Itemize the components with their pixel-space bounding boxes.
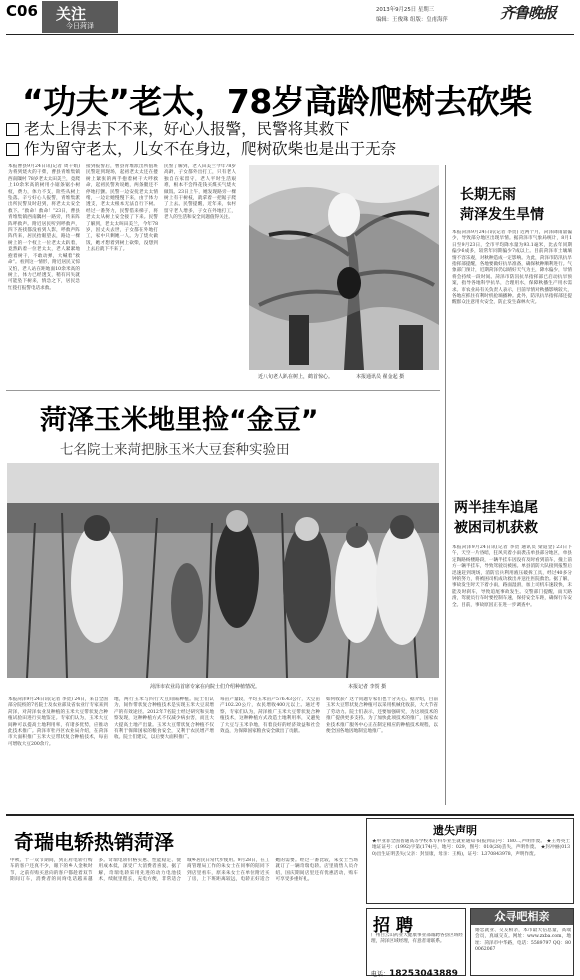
corn-subhead: 七名院士来菏把脉玉米大豆套种实验田: [60, 442, 290, 458]
tree-photo-credit: 本报通讯员 翟金起 摄: [356, 374, 405, 380]
subhead-1-text: 老太上得去下不来，好心人报警，民警将其救下: [24, 120, 350, 138]
corn-col-1: 本报菏泽9月24日讯(记者 李贺) 24日，来自全国部分院校的7名院士及农业部及省农业厅专家来到菏泽，对菏泽农业及种植的玉米大豆带状复合种植试验田进行实地鉴定。专家们认为，玉米大豆间种可以提高土地利用率，有诸多优势，应推动此技术推广。菏泽市牡丹区农业局介绍，在菏泽市大面积推广玉米大豆带状复合种植技术，每亩可增收大豆200余斤。: [8, 697, 108, 747]
corn-field-photo: [7, 463, 439, 678]
checkbox-mark-icon: [6, 123, 19, 136]
recruit-phone-row: [371, 961, 458, 980]
checkbox-mark-icon: [6, 143, 19, 156]
tree-photo-caption: 近八旬老人趴在树上，鹤首惊心。: [258, 374, 334, 380]
main-col-1: 本报曹县9月24日讯(记者 周千娟) 为将到烧火的干柴，曹县青堆集镇西南隅村 78岁老太太田美兰，竟爬上10余米高的树用小锯条锯小树杈，费力，体力不支，险些从树上坠落。辛亏好心人报警，青堆集派出所民警及时赶到，将老太太安全救下。“救命！救命！”23日，曹县青堆集镇西南隅村一路旁，传来阵阵呼救声。附近居民听到呼救声，四下查找都没看到人影，呼救声阵阵传来，居民抬眼望去，路边一棵树上的一个杈上一位老太太趴着，竟然趴着一位老太太，老人紧紧地抱着树干，不敢动弹，大喊着“救命”。看到这一情形，附近居民又惊又怕，老人站在距地面10余米高的树上，体力已经透支，稍有闪失就可能坠下树来，情急之下，居民急忙拨打报警电话求救。: [8, 164, 80, 291]
bottom-rule: [6, 814, 574, 816]
recruit-title: 招 聘: [373, 916, 413, 936]
main-col-2: 接到报警后，曹县青堆派出所值班民警赶到现场，起初老太太还在搂树上紧张的两手抱着树干大呼救命，起初民警劝说她，两条腿还不停地打颤。民警一边安抚老太太情绪，一边让她慢慢下来，由于体力透支，老太太根本无法自行下树。经过一番努力，民警借来梯子，将老太太从树上安全接了下来。民警了解到，老太太叫田美兰，今年78岁，因丈夫去世，子女都在外地打工，家中只剩她一人。为了烧火做饭，她才想着到树上砍柴，没想到上去后就下不来了。: [86, 164, 158, 253]
section-tab: [42, 1, 118, 33]
corn-photo-credit: 本报记者 李贺 摄: [348, 684, 387, 690]
corn-col-3: 每亩产量较，平均玉米亩产576.43公斤，大豆亩产102.20公斤，农民增收400元以上。通过考察，专家们认为，菏泽推广玉米大豆带状复合种植技术，这种种植方式改造土地利用率，又避免了大豆与玉米争地，有着良好的经济效益和社会效益，为保障国家粮食安全做出了贡献。: [220, 697, 320, 735]
corn-col-4: 如何收获？这个问题专家们也十分关心。据介绍，目前玉米大豆带状复合种植可以采用机械化收获，大大节省了劳动力。院士们表示，还要加强研究，为这项技术的推广提供更多支持。为了加快此项技术的推广，国家农业技术推广服务中心正在制定相应的种植技术规程，以便全国各地因地制宜地推广。: [326, 697, 438, 735]
masthead: [0, 0, 580, 46]
recruit-phone: 18253043889: [389, 969, 458, 979]
chery-text: 中秋、十一双节期间，到正府电轿行购车的客户还真不少，眼下的乡人金秋时节，之前有购买意向的客户都趁着双节期间订车，消费者的问询电话越来越多。奇瑞电轿价格实惠、性能稳定、使用成本低，深受广大消费者喜爱。据了解，奇瑞电轿采用先进的动力电池技术，续航里程长，充电方便，非常适合城乡居民日常代步使用。9月28日，在工商管理局工作的朱女士在同事的陪同下到店里看车，原来朱女士在单位附近买了房，上下班距离较远，电轿正好适合她的需要。经过一番比较，朱女士当场就订了一辆奇瑞电轿。店里销售人员介绍，国庆期间店里还有优惠活动，购车可享受多重好礼。: [10, 858, 358, 883]
corn-col-2: 地，两行玉米与四行大豆间隔种植。院士们认为，间作带状复合种植技术是实现玉米大豆双增产的有效途径。2012年7名院士经过研究和实地察发现，这种种植方式不仅减少病虫害，而且大大提高土地产出量。玉米大豆带状复合种植不仅有利于保障国家的粮食安全，又利于农民增产增收。院士们建议，以后要大面积推广。: [114, 697, 214, 741]
corn-headline: 菏泽玉米地里捡“金豆”: [40, 405, 319, 436]
chery-ad: [6, 818, 362, 976]
tree-photo-graphic: [249, 165, 439, 370]
chery-headline: 奇瑞电轿热销菏泽: [14, 830, 174, 854]
main-headline: “功夫”老太，78岁高龄爬树去砍柴: [22, 82, 532, 121]
tree-climbing-photo: [249, 165, 439, 370]
lost-text: ★申亚菲全国普通高等学校本专科毕业生就业通知书(报到证)号：180...,声明作废。 ★王秀英土地证证号：(1992)字第(174)号，地号：029，图号：010(28)丢失，声明作废。 ★封冲丽(0130)出生证明丢失(父亲：封显康，母亲：王梅)，证号：L370843978，声明作废。: [372, 839, 570, 857]
page-code: C06: [6, 2, 38, 20]
main-subhead-1: [6, 117, 350, 138]
subsection-title: 今日菏泽: [66, 22, 94, 30]
phone-label: 电话：: [371, 971, 390, 978]
main-col-3: 民警了解到，老人田美兰今年78岁高龄，子女都外出打工，只有老人独自在家留守，老人平时生活艰难，根本不会得花钱买煤买气烧火做饭。23日上午，她发现路旁一棵树上有干树枝，就拿着一把锯子爬了上去。民警提醒，近年来，农村留守老人增多，子女在外地打工，老人的生活和安全问题值得关注。: [164, 164, 236, 221]
section-title: 关注: [56, 5, 87, 23]
dating-title: 众寻吧相亲: [471, 909, 573, 925]
lost-notice: [366, 818, 574, 904]
trailer-text: 本报菏泽9月24日讯(记者 李贺 通讯员 梁道金) 23日下午，天空一片昏暗，狂风夹着小雨袭击单县部分地区，单县定陶路杨楼路段，一辆半挂车因没有及时看到前车，撞上前方一辆半挂车，导致驾驶员被困。单县消防大队接到报警后迅速赶到现场，消防官兵利用液压破拆工具，经过40多分钟的努力，将被困司机成功救出并送往医院救治。据了解，事故发生时天下着小雨，路面湿滑，加上司机车速较快，未能及时刹车，导致追尾事故发生。交警部门提醒，雨天路滑，驾驶员行车时要控制车速，保持安全车距，确保行车安全。目前，事故原因正在进一步调查中。: [452, 545, 572, 608]
dating-text: 婚恋就业、交友相亲，本市最大信息量，高端会员，真诚交友。网址：www.zxba.com，地址：菏泽市中华路，电话：5589797 QQ：800062067: [475, 928, 571, 953]
drought-title: 长期无雨 菏泽发生旱情: [460, 187, 544, 223]
date-line: 2013年9月25日 星期三: [376, 7, 435, 13]
trailer-title: 两半挂车追尾 被困司机获救: [454, 500, 538, 536]
header-rule: [6, 34, 574, 35]
dating-ad: [470, 908, 574, 976]
corn-photo-caption: 菏泽市农业局首席专家在向院士们介绍种植情况。: [150, 684, 261, 690]
corn-top-rule: [6, 390, 440, 391]
main-subhead-2: [6, 137, 397, 158]
sidebar-divider: [445, 165, 446, 805]
drought-text: 本报菏泽9月24日讯(记者 李贺) 近两个月，菏泽降雨量偏少，导致部分地区出现旱情。据菏泽市气象局统计，8月1日至9月23日，全市平均降水量为93.1毫米，比去年同期偏少6成多，较常年同期偏少7成以上。目前菏泽市土壤墒情不容乐观，对秋种造成一定影响。为此，菏泽市防汛抗旱指挥部提醒，各地要做好抗旱准备，确保秋种顺利进行。气象部门预计，近期菏泽仍以晴好天气为主，降水偏少，旱情将会持续一段时间。菏泽市防汛抗旱指挥部已启动抗旱预案，指导各地科学抗旱，合理用水，保障秋播生产用水需求。市农业局有关负责人表示，目前旱情对秋播影响较大，各地应抓住有利时机抢墒播种。此外，防汛抗旱指挥部还提醒群众注意用火安全，防止发生森林火灾。: [452, 230, 572, 306]
newspaper-logo: 齐鲁晚报: [500, 4, 557, 22]
editor-line: 编辑：王俊珠 组版：皇甫海萍: [376, 17, 448, 23]
lost-title: 遗失声明: [433, 824, 477, 837]
subhead-2-text: 作为留守老太，儿女不在身边，爬树砍柴也是出于无奈: [24, 140, 397, 158]
corn-photo-graphic: [7, 463, 439, 678]
recruit-ad: [366, 908, 466, 979]
recruit-text: 广州白云山药业大健康事业部诚聘各县区域经理，菏泽区域经理，有意者请联系。: [371, 933, 463, 945]
